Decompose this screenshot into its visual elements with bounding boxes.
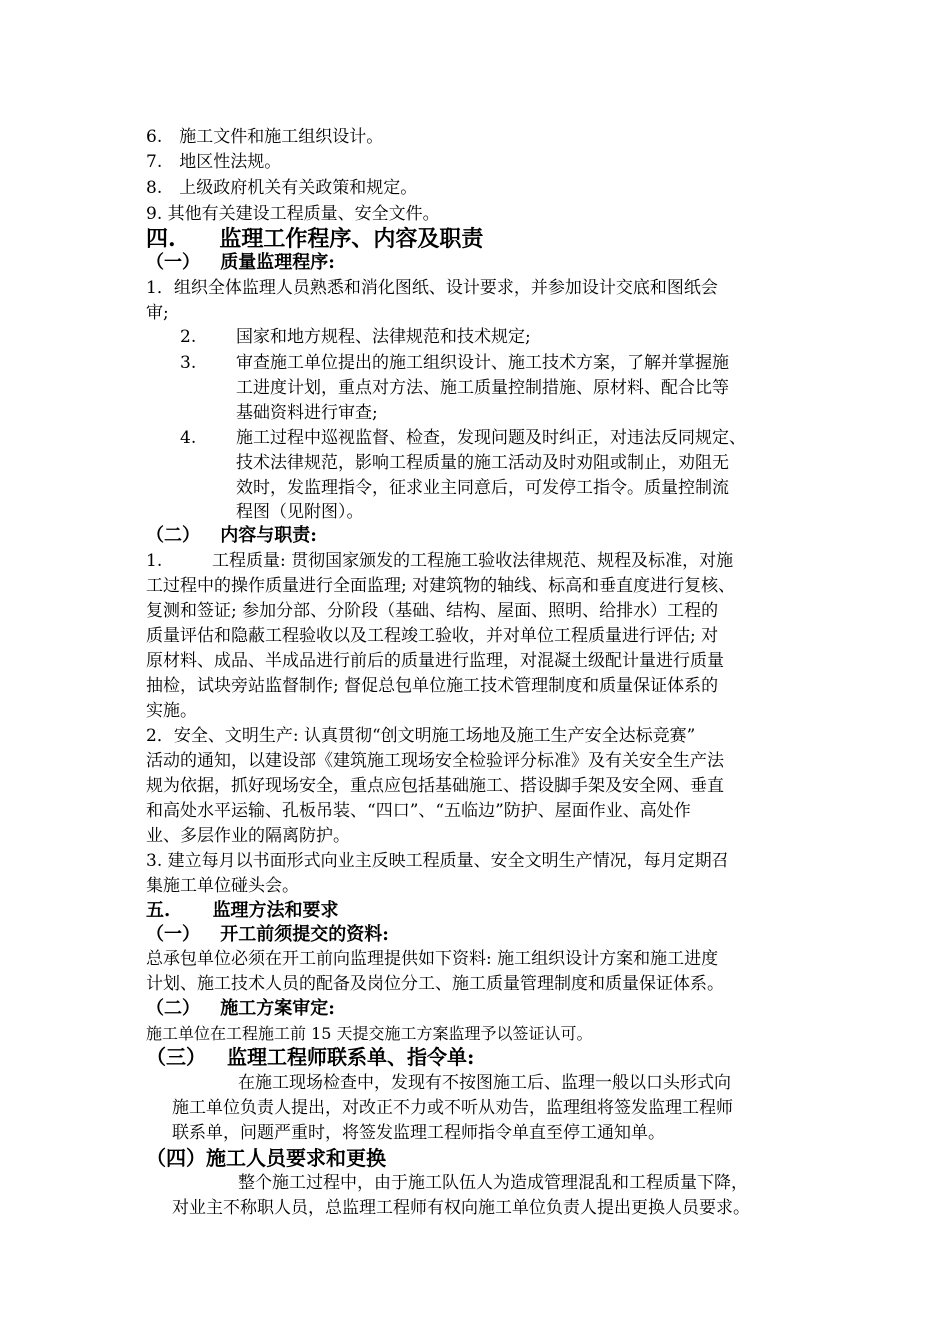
paragraph-line: 抽检，试块旁站监督制作; 督促总包单位施工技术管理制度和质量保证体系的: [146, 676, 719, 696]
subsection-title: 内容与职责:: [220, 525, 317, 546]
paragraph-line: 审查施工单位提出的施工组织设计、施工技术方案，了解并掌握施: [236, 353, 729, 373]
paragraph-line: 基础资料进行审查;: [236, 403, 378, 423]
paragraph-line: 审;: [146, 303, 169, 323]
paragraph-line: 施工单位在工程施工前 15 天提交施工方案监理予以签证认可。: [146, 1024, 593, 1043]
subsection-heading-contact: [146, 1044, 474, 1070]
subsection-title: 质量监理程序:: [220, 252, 335, 273]
subsection-number: （二）: [146, 998, 200, 1019]
section-heading-four: [146, 225, 483, 253]
paragraph-line: 1．组织全体监理人员熟悉和消化图纸、设计要求，并参加设计交底和图纸会: [146, 278, 718, 298]
subsection-title: 施工方案审定:: [220, 998, 335, 1019]
paragraph-line: 和高处水平运输、孔板吊装、“四口”、“五临边”防护、屋面作业、高处作: [146, 801, 691, 821]
paragraph-line: 业、多层作业的隔离防护。: [146, 826, 350, 846]
paragraph-line: 复测和签证; 参加分部、分阶段（基础、结构、屋面、照明、给排水）工程的: [146, 601, 719, 621]
subsection-title: 施工人员要求和更换: [206, 1146, 386, 1170]
paragraph-line: 工过程中的操作质量进行全面监理; 对建筑物的轴线、标高和垂直度进行复核、: [146, 576, 736, 596]
list-item-8: 8. 上级政府机关有关政策和规定。: [146, 178, 418, 198]
list-item-6: 6. 施工文件和施工组织设计。: [146, 127, 384, 147]
subsection-heading-documents: [146, 923, 389, 947]
paragraph-line: 质量评估和隐蔽工程验收以及工程竣工验收，并对单位工程质量进行评估; 对: [146, 626, 719, 646]
paragraph-line: 整个施工过程中，由于施工队伍人为造成管理混乱和工程质量下降，: [238, 1173, 748, 1193]
subsection-number: （二）: [146, 525, 200, 546]
section-title: 监理工作程序、内容及职责: [219, 226, 484, 252]
section-title: 监理方法和要求: [212, 900, 339, 921]
paragraph-line: 活动的通知，以建设部《建筑施工现场安全检验评分标准》及有关安全生产法: [146, 751, 724, 771]
subsection-heading-personnel: [146, 1145, 386, 1171]
paragraph-line: 实施。: [146, 701, 197, 721]
section-number: 四.: [146, 226, 176, 252]
list-item-9: 9. 其他有关建设工程质量、安全文件。: [146, 204, 440, 224]
item-number: 1.: [146, 551, 163, 571]
subsection-title: 监理工程师联系单、指令单:: [226, 1045, 475, 1069]
subsection-number: （一）: [146, 924, 200, 945]
paragraph-line: 施工过程中巡视监督、检查，发现问题及时纠正，对违法反同规定、: [236, 428, 746, 448]
paragraph-line: 施工单位负责人提出，对改正不力或不听从劝告，监理组将签发监理工程师: [172, 1098, 733, 1118]
section-heading-five: [146, 899, 339, 923]
paragraph-line: 工进度计划，重点对方法、施工质量控制措施、原材料、配合比等: [236, 378, 729, 398]
subsection-number: （三）: [146, 1045, 206, 1069]
item-number: 4.: [180, 428, 197, 448]
paragraph-line: 对业主不称职人员，总监理工程师有权向施工单位负责人提出更换人员要求。: [172, 1198, 750, 1218]
paragraph-line: 计划、施工技术人员的配备及岗位分工、施工质量管理制度和质量保证体系。: [146, 974, 724, 994]
subsection-heading-quality: [146, 251, 335, 275]
item-number: 3.: [180, 353, 197, 373]
paragraph-line: 规为依据，抓好现场安全，重点应包括基础施工、搭设脚手架及安全网、垂直: [146, 776, 724, 796]
paragraph-line: 原材料、成品、半成品进行前后的质量进行监理，对混凝土级配计量进行质量: [146, 651, 724, 671]
subsection-title: 开工前须提交的资料:: [220, 924, 389, 945]
subsection-number: （四）: [146, 1146, 206, 1170]
paragraph-line: 2．安全、文明生产: 认真贯彻“创文明施工场地及施工生产安全达标竞赛”: [146, 726, 696, 746]
subsection-heading-content: [146, 524, 317, 548]
subsection-heading-plan: [146, 997, 335, 1021]
section-number: 五.: [146, 900, 171, 921]
paragraph-line: 3. 建立每月以书面形式向业主反映工程质量、安全文明生产情况，每月定期召: [146, 851, 729, 871]
item-number: 2.: [180, 327, 197, 347]
paragraph-line: 技术法律规范，影响工程质量的施工活动及时劝阻或制止，劝阻无: [236, 453, 729, 473]
paragraph-line: 集施工单位碰头会。: [146, 876, 299, 896]
paragraph-line: 工程质量: 贯彻国家颁发的工程施工验收法律规范、规程及标准，对施: [212, 551, 734, 571]
list-item-7: 7. 地区性法规。: [146, 152, 282, 172]
paragraph-line: 总承包单位必须在开工前向监理提供如下资料: 施工组织设计方案和施工进度: [146, 949, 719, 969]
paragraph-line: 联系单，问题严重时，将签发监理工程师指令单直至停工通知单。: [172, 1123, 665, 1143]
subsection-number: （一）: [146, 252, 200, 273]
paragraph-line: 在施工现场检查中，发现有不按图施工后、监理一般以口头形式向: [238, 1073, 731, 1093]
paragraph-line: 国家和地方规程、法律规范和技术规定;: [236, 327, 531, 347]
paragraph-line: 程图（见附图）。: [236, 502, 364, 522]
paragraph-line: 效时，发监理指令，征求业主同意后，可发停工指令。质量控制流: [236, 478, 729, 498]
